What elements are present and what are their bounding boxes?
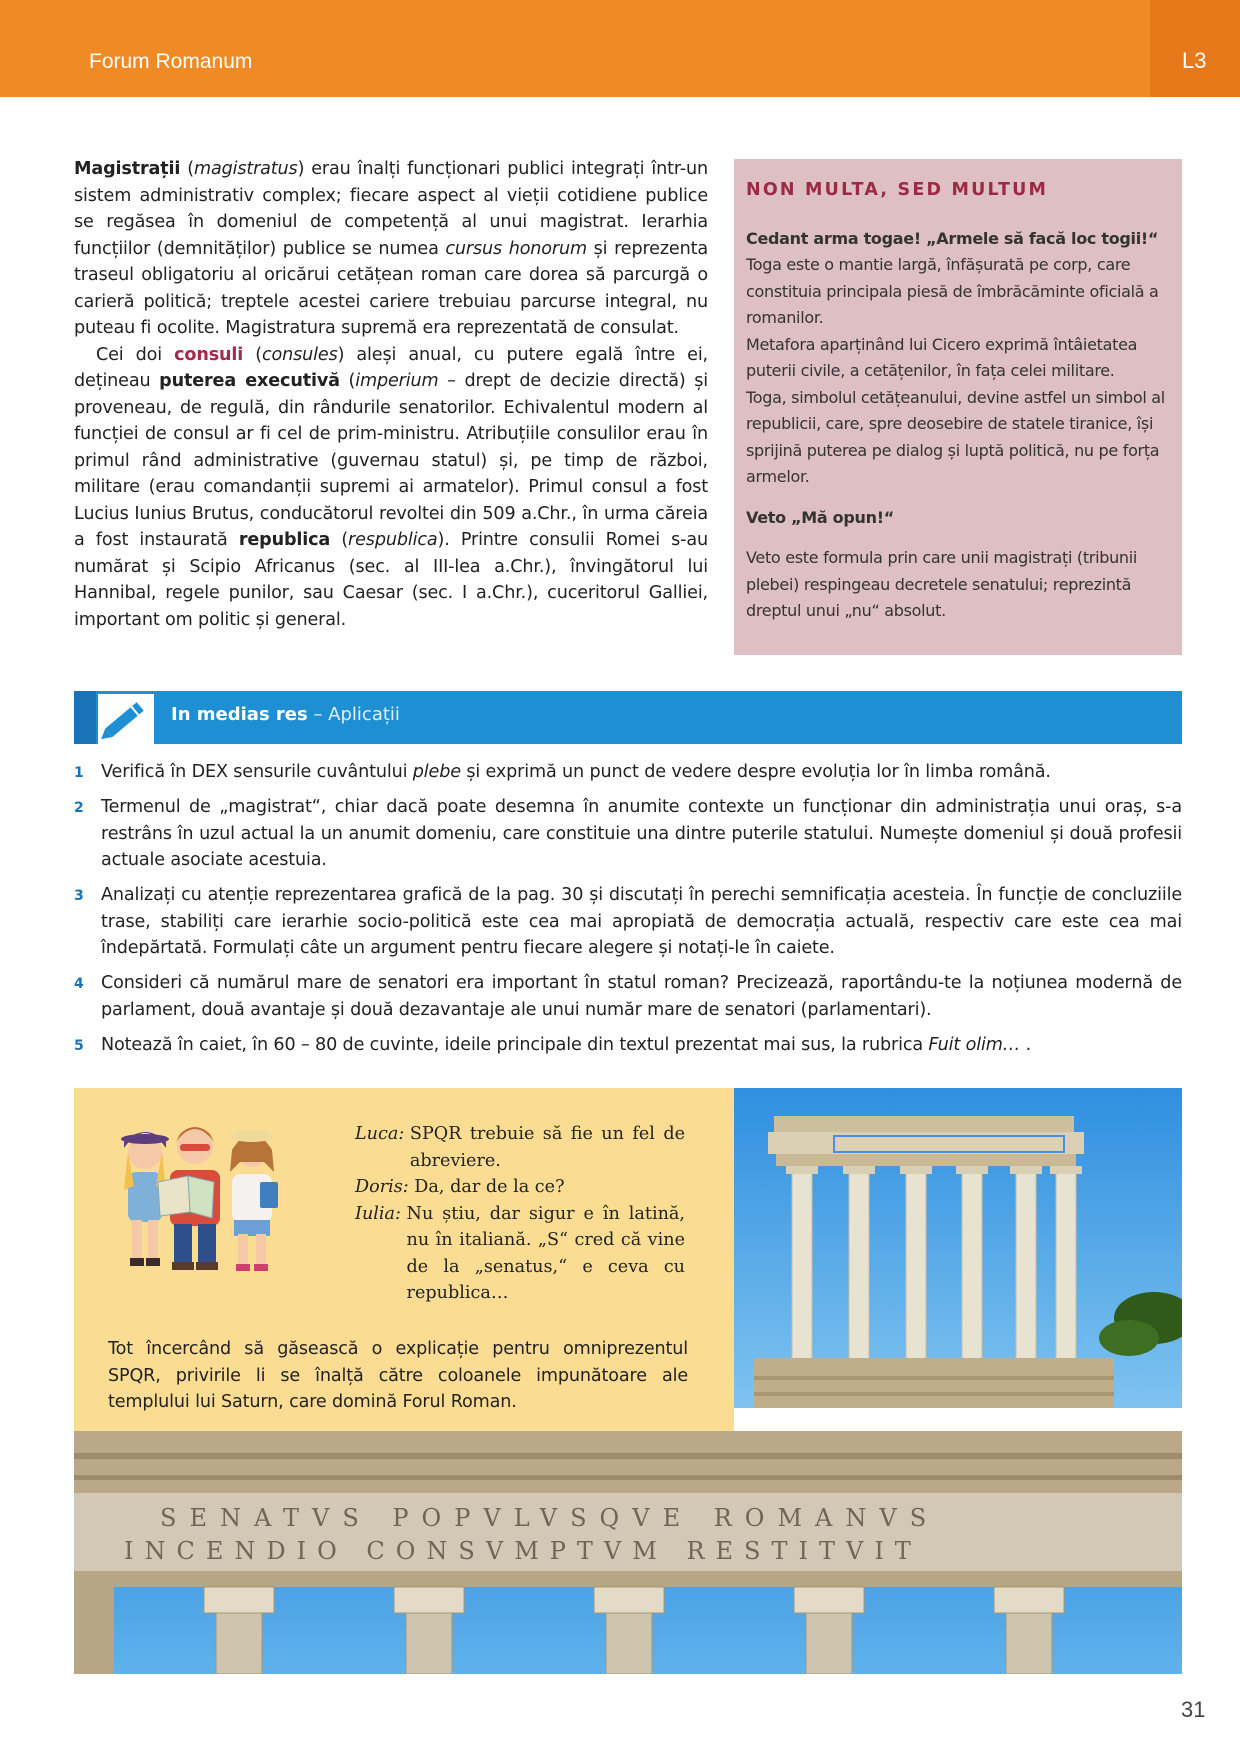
text-run: – drept de decizie directă) și proveneau, de regulă, din rândurile senatorilor. Echivalentul modern al funcției de consul ar fi cel de prim-ministru. Atribuțiile consulilor erau în primul rând administrative (guvernau statul) și, pe timp de război, militare (erau comandanții supremi ai armatelor). Primul consul a fost Lucius Iunius Brutus, conducătorul revoltei din 509 a.Chr., în urma căreia a fost instaurată — [74, 371, 708, 550]
text-run: și exprimă un punct de vedere despre evoluția lor în limba română. — [460, 762, 1051, 782]
text-run: consules — [262, 344, 338, 365]
text-run: Fuit olim… — [928, 1034, 1021, 1055]
dialog-text: Da, dar de la ce? — [414, 1177, 565, 1197]
paragraph-consuli — [74, 342, 708, 634]
sidebar-paragraph: Veto „Mă opun!“ — [746, 507, 894, 527]
sidebar-heading: NON MULTA, SED MULTUM — [746, 180, 1049, 200]
sidebar-paragraph: Toga, simbolul cetățeanului, devine astfel un simbol al republicii, care, spre deosebire de statele tiranice, își sprijină puterea pe dialog și luptă politică, nu pe forța armelor. — [746, 387, 1165, 486]
text-run: ) aleși anual, cu putere egală între ei, dețineau — [74, 344, 708, 391]
kids-illustration — [110, 1112, 310, 1282]
paragraph-magistrati — [74, 156, 708, 342]
dialog-text: Nu știu, dar sigur e în latină, nu în italiană. „S“ cred că vine de la „senatus,“ e ceva cu republica… — [406, 1203, 685, 1303]
page-header — [0, 0, 1240, 97]
exercise-number: 3 — [74, 888, 84, 904]
text-run: Analizați cu atenție reprezentarea grafică de la pag. 30 și discutați în perechi semnificația acesteia. În funcție de concluziile trase, stabiliți care ierarhie socio-politică este cea mai apropiată de democrația actuală, respectiv care este cea mai îndepărtată. Formulați câte un argument pentru fiecare alegere și notați-le în caiete. — [101, 885, 1182, 958]
exercise-number: 5 — [74, 1037, 84, 1054]
exercise-item — [74, 1032, 1182, 1059]
exercise-item — [74, 794, 1182, 874]
page-number: 31 — [1181, 1697, 1206, 1722]
text-run: și reprezenta traseul obligatoriu al oricărui cetățean roman care dorea să parcurgă o carieră politică; treptele acestei cariere trebuiau parcurse integral, nu puteau fi ocolite. Magistratura supremă era reprezentată de consulat. — [74, 238, 708, 338]
exercise-item — [74, 759, 1182, 786]
inscription-line-1: SENATVS POPVLVSQVE ROMANVS — [160, 1504, 940, 1532]
dialog-text: SPQR trebuie să fie un fel de abreviere. — [409, 1124, 685, 1171]
dialog-line — [355, 1121, 685, 1174]
sidebar-blocks — [746, 226, 1168, 625]
text-run: ( — [339, 371, 356, 391]
sidebar-paragraph: Veto este formula prin care unii magistrați (tribunii plebei) respingeau decretele senatului; reprezintă dreptul unui „nu“ absolut. — [746, 548, 1138, 620]
aplicatii-icon-box — [74, 691, 96, 744]
sidebar-non-multta — [734, 159, 1182, 655]
text-run: cursus honorum — [445, 238, 587, 259]
dialog-line — [355, 1174, 685, 1201]
exercise-item — [74, 970, 1182, 1023]
pencil-icon — [98, 694, 154, 744]
text-run: imperium — [355, 371, 439, 391]
story-text: Tot încercând să găsească o explicație pentru omniprezentul SPQR, privirile li se înalță către coloanele impunătoare ale templului lui Saturn, care domină Forul Roman. — [108, 1339, 688, 1412]
text-run: republica — [238, 530, 331, 550]
dialog-speaker: Luca: — [355, 1124, 410, 1144]
text-run: ( — [180, 159, 194, 179]
exercise-number: 1 — [74, 765, 84, 781]
aplicatii-title-main: In medias res — [171, 704, 308, 725]
text-run: Notează în caiet, în 60 – 80 de cuvinte, ideile principale din textul prezentat mai sus, la rubrica — [101, 1034, 929, 1055]
aplicatii-subtitle: – Aplicații — [307, 704, 400, 725]
text-run: Consideri că numărul mare de senatori era important în statul roman? Precizează, raportându-te la noțiunea modernă de parlament, două avantaje și două dezavantaje ale unui număr mare de senatori (parlamentari). — [101, 973, 1182, 1020]
text-run: ) erau înalți funcționari publici integrați într-un sistem administrativ complex; fiecare aspect al vieții cotidiene publice se regăsea în domeniul de competență al unui magistrat. Ierarhia funcțiilor (demnităților) publice se numea — [74, 159, 708, 259]
text-run: plebe — [412, 762, 461, 782]
text-run: Cei doi — [96, 344, 175, 365]
inscription-line-2: INCENDIO CONSVMPTVM RESTITVIT — [124, 1537, 922, 1565]
dialog — [355, 1121, 685, 1307]
exercise-number: 4 — [74, 976, 84, 992]
temple-of-saturn-photo — [734, 1088, 1182, 1408]
dialog-speaker: Doris: — [355, 1177, 415, 1197]
text-run: . — [1020, 1034, 1032, 1055]
exercise-number: 2 — [74, 800, 84, 816]
text-run: ). Printre consulii Romei s-au numărat și Scipio Africanus (sec. al III-lea a.Chr.), învingătorul lui Hannibal, regele punilor, sau Caesar (sec. I a.Chr.), cuceritorul Galliei, important om politic și general. — [74, 530, 708, 630]
sidebar-paragraph: Metafora aparținând lui Cicero exprimă întâietatea puterii civile, a cetățenilor, în fața celei militare. — [746, 334, 1138, 380]
text-run: magistratus — [193, 159, 298, 179]
temple-inscription-photo — [74, 1431, 1182, 1674]
sidebar-paragraph: Cedant arma togae! „Armele să facă loc togii!“ — [746, 228, 1159, 248]
main-text — [74, 156, 708, 633]
aplicatii-title — [171, 704, 400, 725]
text-run: respublica — [348, 530, 438, 550]
sidebar-paragraph: Toga este o mantie largă, înfășurată pe corp, care constituia principala piesă de îmbrăcăminte oficială a romanilor. — [746, 255, 1159, 327]
dialog-line — [355, 1201, 685, 1307]
exercise-item — [74, 882, 1182, 962]
text-run: ( — [243, 344, 263, 365]
text-run: Verifică în DEX sensurile cuvântului — [101, 762, 413, 782]
text-run: puterea executivă — [159, 371, 340, 391]
exercise-list — [74, 759, 1182, 1067]
text-run: consuli — [174, 344, 244, 365]
text-run: Magistrații — [74, 159, 181, 179]
lesson-label: L3 — [1182, 48, 1207, 73]
text-run: Termenul de „magistrat“, chiar dacă poate desemna în anumite contexte un funcționar din administrația unui oraș, s-a restrâns în uzul actual la un anumit domeniu, care constituie una dintre puterile statului. Numește domeniul și două profesii actuale asociate acestuia. — [101, 797, 1182, 870]
text-run: ( — [330, 530, 349, 550]
dialog-speaker: Iulia: — [355, 1203, 407, 1224]
chapter-title: Forum Romanum — [89, 50, 253, 73]
